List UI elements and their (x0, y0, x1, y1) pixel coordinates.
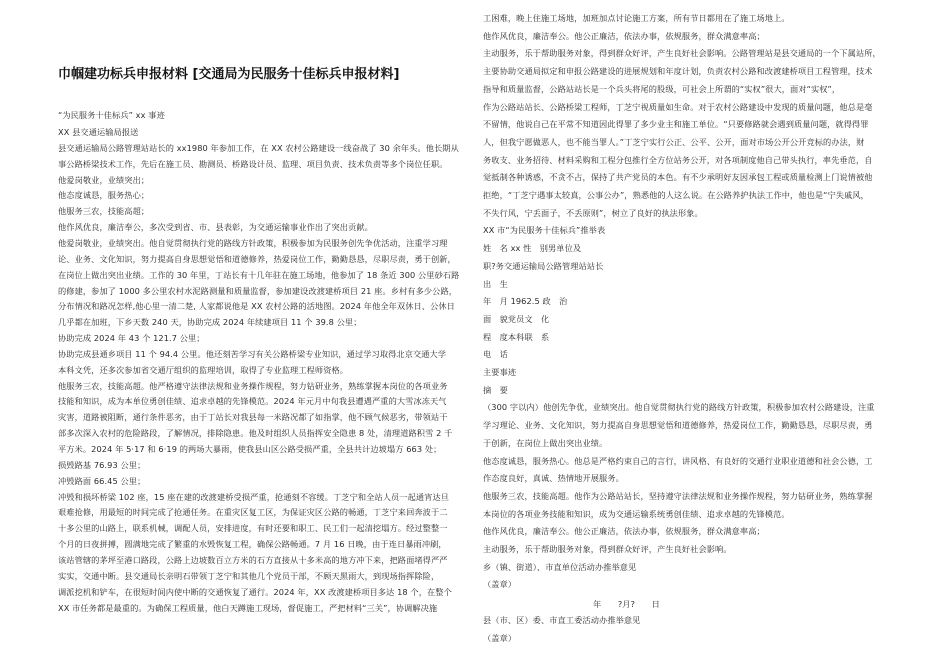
left-text-line: 该站管辖的茅坪至港口路段，公路上边坡数百立方米的石方直接从十多米高的地方冲下来，把路面堵得严严 (58, 554, 448, 565)
left-text-line: XX 市任务都是最重的。为确保工程质量，他白天蹲施工现场，督促施工，严把材料“三关”，协调解决施 (58, 602, 438, 613)
left-text-line: 他态度诚恳，服务热心； (58, 190, 150, 201)
right-text-line: 电 话 (483, 349, 508, 360)
right-text-line: 程 度本科联 系 (483, 331, 550, 342)
right-text-line: 不留情，他说自己在平常不知道因此得罪了多少业主和施工单位。“只要修路就会遇到质量问题，就得得罪 (483, 119, 869, 130)
right-text-line: 工困难，晚上住施工场地，加班加点讨论施工方案，所有节日都用在了施工场地上。 (483, 13, 790, 23)
right-text-line: 务收支、业务招待、材料采购和工程分包推行全方位站务公开，对各项制度他自己带头执行，率先垂范，自 (483, 154, 873, 165)
left-text-line: 他作风优良，廉洁奉公，多次受到省、市、县表彰，为交通运输事业作出了突出贡献。 (58, 222, 373, 233)
right-text-line: 面 貌党员文 化 (483, 313, 550, 324)
right-text-line: 主要协助交通局拟定和申报公路建设的进展规划和年度计划，负责农村公路和改渡建桥项目工程管理，技术 (483, 66, 873, 77)
right-text-line: 县（市、区）委、市直工委活动办推举意见 (483, 614, 641, 625)
right-text-line: 他作风优良，廉洁奉公。他公正廉洁，依法办事，依规服务，群众满意率高； (483, 30, 765, 41)
right-text-line: 本岗位的各项业务技能和知识，成为交通运输系统勇创佳绩、追求卓越的先锋模范。 (483, 508, 790, 519)
right-text-line: 主动服务，乐于帮助服务对象，得到群众好评，产生良好社会影响。 (483, 544, 732, 554)
left-text-line: 协助完成县通乡项目 11 个 94.4 公里。他还刻苦学习有关公路桥梁专业知识，通过学习取得北京交通大学 (58, 348, 447, 359)
left-text-line: 他服务三农，技能高超； (58, 206, 150, 217)
right-text-line: 主要事迹 (483, 367, 517, 377)
right-text-line: XX 市“为民服务十佳标兵”推举表 (483, 225, 606, 236)
right-text-line: 人，但我宁愿做恶人，也不能当罪人。”丁芝宁实行公正、公平、公开，面对市场公开公开竞标的办法，财 (483, 136, 865, 147)
left-text-line: 分布情况和路况怎样,他心里一清二楚, 人家都说他是 XX 农村公路的活地图。2024 年他全年双休日、公休日 (58, 301, 455, 312)
left-text-line: 县交通运输局公路管理站站长的 xx1980 年参加工作，在 XX 农村公路建设一线奋战了 30 余年头。他长期从 (58, 142, 459, 153)
document-title: 巾帼建功标兵申报材料 [交通局为民服务十佳标兵申报材料] (58, 67, 400, 82)
right-text-line: 年 ?月? 日 (593, 599, 660, 610)
right-text-line: 不失行风，宁丢面子，不丢原则”，树立了良好的执法形象。 (483, 207, 703, 218)
right-text-line: 指导和质量监督，公路站站长是一个兵头将尾的股级，可社会上所谓的“实权”很大，面对“实权”， (483, 83, 841, 94)
left-text-line: 损毁路基 76.93 公里； (58, 459, 146, 470)
left-text-line: 在岗位上做出突出业绩。工作的 30 年里，丁站长有十几年驻在施工场地，他参加了 18 条近 300 公里砂石路 (58, 269, 460, 280)
left-text-line: 平方米。2024 年 5·17 和 6·19 的两场大暴雨，使我县山区公路受损严重，全县共计边坡塌方 663 处； (58, 444, 442, 454)
right-text-line: 拒绝，“丁芝宁遇事太较真，公事公办”，熟悉他的人这么说。在公路养护执法工作中，他也是“宁失戚风， (483, 190, 869, 200)
right-text-line: 乡（镇、街道）、市直单位活动办推举意见 (483, 561, 637, 572)
left-text-line: 他爱岗敬业，业绩突出。他自觉贯彻执行党的路线方针政策，积极参加为民服务创先争优活动，注重学习理 (58, 237, 448, 248)
right-text-line: 觉抵制各种诱惑，不贪不占，保持了共产党员的本色。有不少承明好友因承包工程或质量检测上门说情被他 (483, 172, 873, 183)
right-text-line: 作态度良好，真诚、热情地开展服务。 (483, 473, 624, 484)
left-text-line: 调派挖机和铲车，在很短时间内使中断的交通恢复了通行。2024 年，XX 改渡建桥项目多达 18 个，在整个 (58, 586, 452, 597)
left-text-line: 事公路桥梁技术工作，先后在施工员、勘测员、桥路设计员、监理、项目负责、技术负责等多个岗位任职。 (58, 158, 448, 169)
right-text-line: 于创新，在岗位上做出突出业绩。 (483, 437, 608, 448)
left-text-line: 实实，交通中断。县交通局长亲明石带领丁芝宁和其他几个党员干部，不顾天黑雨大，到现场指挥除险， (58, 570, 440, 581)
right-text-line: 他作风优良，廉洁奉公。他公正廉洁，依法办事，依规服务，群众满意率高； (483, 526, 765, 537)
left-text-line: 部多次深入农村的危险路段，了解情况，排除隐患。他及时组织人员指挥安全隐患 8 处，清理道路积雪 2 千 (58, 428, 453, 439)
right-text-line: （盖章） (483, 632, 517, 643)
left-text-line: 十多公里的山路上，联系机械，调配人员，安排进度，有时还要和职工、民工们一起清挖塌方。经过整整一 (58, 523, 448, 534)
right-text-line: 年 月 1962.5 政 治 (483, 296, 568, 307)
left-text-line: 冲毁路面 66.45 公里； (58, 475, 146, 486)
right-text-line: 职?务交通运输局公路管理站站长 (483, 260, 604, 271)
left-text-line: 艰难抢修，用最短的时间完成了抢通任务。在重灾区复工区，为保证灾区公路的畅通，丁芝宁来回奔波于二 (58, 507, 448, 518)
right-text-line: 姓 名 xx 性 别男单位及 (483, 243, 582, 254)
left-text-line: 本科文凭，还多次参加省交通厅组织的监理培训，取得了专业监理工程师资格。 (58, 364, 349, 375)
right-text-line: （盖章） (483, 579, 517, 590)
left-text-line: 他爱岗敬业，业绩突出； (58, 174, 150, 185)
right-text-line: 出 生 (483, 278, 508, 289)
right-text-line: 学习理论、业务、文化知识，努力提高自身思想觉悟和道德修养，热爱岗位工作，勤勤恳恳，尽职尽责，勇 (483, 420, 873, 431)
right-text-line: 他服务三农，技能高超。他作为公路站站长，坚持遵守法律法规和业务操作规程，努力钻研业务，熟练掌握 (483, 490, 873, 501)
left-text-line: 几乎都在加班，下乡天数 240 天，协助完成 2024 年续建项目 11 个 39.8 公里； (58, 317, 362, 328)
left-text-line: 论、业务、文化知识，努力提高自身思想觉悟和道德修养，热爱岗位工作，勤勤恳恳，尽职尽责，勇于创新， (58, 253, 456, 264)
left-text-line: 他服务三农，技能高超。他严格遵守法律法规和业务操作规程，努力钻研业务，熟练掌握本岗位的各项业务 (58, 380, 448, 391)
right-text-line: 作为公路站站长、公路桥梁工程师，丁芝宁视质量如生命。对于农村公路建设中发现的质量问题，他总是毫 (483, 101, 873, 112)
right-text-line: 他态度诚恳，服务热心。他总是严格约束自己的言行，讲风格、有良好的交通行业职业道德和社会公德，工 (483, 455, 873, 466)
left-text-line: 冲毁和损坏桥梁 102 座，15 座在建的改渡建桥受损严重，抢通刻不容缓。丁芝宁和全站人员一起通宵达旦 (58, 491, 450, 502)
right-text-line: 摘 要 (483, 384, 508, 395)
left-text-line: 协助完成 2024 年 43 个 121.7 公里； (58, 333, 205, 344)
left-text-line: 技能和知识，成为本单位勇创佳绩、追求卓越的先锋模范。2024 年元月中旬我县遭遇严重的大雪冰冻天气 (58, 396, 447, 407)
left-text-line: XX 县交通运输局报送 (58, 127, 139, 137)
left-text-line: “为民服务十佳标兵” xx 事迹 (58, 110, 165, 120)
right-text-line: 主动服务，乐于帮助服务对象，得到群众好评，产生良好社会影响。公路管理站是县交通局的一个下属站所， (483, 48, 881, 59)
left-text-line: 的修建，参加了 1000 多公里农村水泥路测量和质量监督，参加建设改渡建桥项目 21 座。乡村有多少公路， (58, 285, 458, 296)
left-text-line: 灾害，道路被阻断，通行条件恶劣，由于丁站长对我县每一米路况都了如指掌，他不顾气候恶劣，带领站干 (58, 412, 448, 423)
left-text-line: 个月的日夜拼搏，圆满地完成了繁重的水毁恢复工程，确保公路畅通。7 月 16 日晚，由于连日暴雨冲刷， (58, 539, 447, 550)
right-text-line: （300 字以内）他创先争优，业绩突出。他自觉贯彻执行党的路线方针政策，积极参加农村公路建设，注重 (483, 402, 875, 413)
